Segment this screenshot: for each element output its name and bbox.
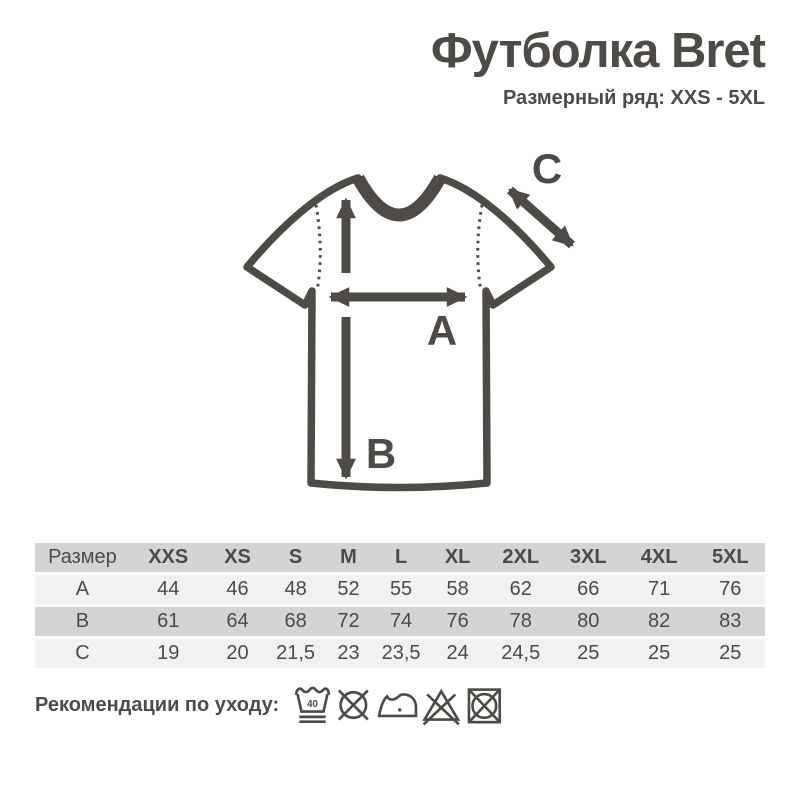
iron-low-temp-icon (376, 683, 418, 727)
care-section (35, 683, 503, 727)
measure-label-sleeve: C (531, 145, 563, 192)
size-table-head (35, 543, 765, 572)
size-value-cell: 62 (509, 578, 532, 600)
size-value-cell: 72 (337, 610, 360, 632)
size-table-header-row (35, 543, 765, 572)
size-column-header: XL (428, 543, 488, 572)
size-value-cell: 46 (226, 578, 249, 600)
size-column-header: M (323, 543, 375, 572)
size-value-cell: 21,5 (276, 642, 316, 664)
size-value-cell: 61 (157, 610, 180, 632)
size-value-cell: 74 (389, 610, 413, 632)
size-column-header: XS (207, 543, 269, 572)
measure-row-label: C (75, 642, 90, 664)
do-not-tumble-dry-icon (465, 683, 504, 727)
size-column-header: L (374, 543, 427, 572)
size-column-header: 2XL (488, 543, 554, 572)
size-value-cell: 76 (719, 578, 742, 600)
header (431, 26, 765, 110)
size-value-cell: 25 (577, 642, 600, 664)
size-value-cell: 83 (719, 610, 742, 632)
size-table-row (35, 607, 765, 636)
size-table (35, 540, 765, 671)
size-value-cell: 76 (446, 610, 469, 632)
size-value-cell: 25 (719, 642, 742, 664)
wash-temp-label: 40 (307, 698, 319, 710)
do-not-dry-clean-icon (334, 683, 373, 727)
size-column-header: XXS (130, 543, 207, 572)
measure-label-width: A (426, 307, 458, 354)
size-value-cell: 82 (647, 610, 671, 632)
wash-40-mild-icon (294, 683, 331, 727)
size-table-row (35, 575, 765, 604)
size-range-subtitle: Размерный ряд: XXS - 5XL (502, 86, 765, 109)
size-value-cell: 19 (157, 642, 180, 664)
size-value-cell: 48 (284, 578, 307, 600)
size-value-cell: 64 (226, 610, 249, 632)
size-value-cell: 58 (446, 578, 469, 600)
measure-label-length: B (365, 430, 397, 477)
care-label: Рекомендации по уходу: (35, 693, 280, 716)
size-column-header: 5XL (696, 543, 765, 572)
measure-row-label: A (75, 578, 90, 600)
size-column-header: 4XL (623, 543, 696, 572)
size-column-header: 3XL (554, 543, 623, 572)
size-value-cell: 80 (577, 610, 600, 632)
tshirt-outline (247, 178, 551, 488)
size-value-cell: 78 (509, 610, 532, 632)
size-value-cell: 23 (337, 642, 360, 664)
size-value-cell: 52 (337, 578, 360, 600)
size-value-cell: 20 (226, 642, 249, 664)
size-value-cell: 25 (647, 642, 671, 664)
size-value-cell: 55 (389, 578, 413, 600)
size-value-cell: 44 (157, 578, 180, 600)
size-value-cell: 23,5 (381, 642, 421, 664)
size-value-cell: 24,5 (501, 642, 541, 664)
product-title: Футболка Bret (430, 24, 765, 78)
tshirt-measurement-diagram (230, 145, 600, 505)
size-value-cell: 68 (284, 610, 307, 632)
do-not-bleach-icon (421, 683, 462, 727)
size-table-body (35, 575, 765, 668)
measure-row-label: B (75, 610, 90, 632)
size-table-row (35, 639, 765, 668)
size-value-cell: 71 (647, 578, 671, 600)
size-value-cell: 24 (446, 642, 469, 664)
size-corner-header: Размер (35, 543, 130, 572)
size-column-header: S (269, 543, 323, 572)
size-value-cell: 66 (577, 578, 600, 600)
